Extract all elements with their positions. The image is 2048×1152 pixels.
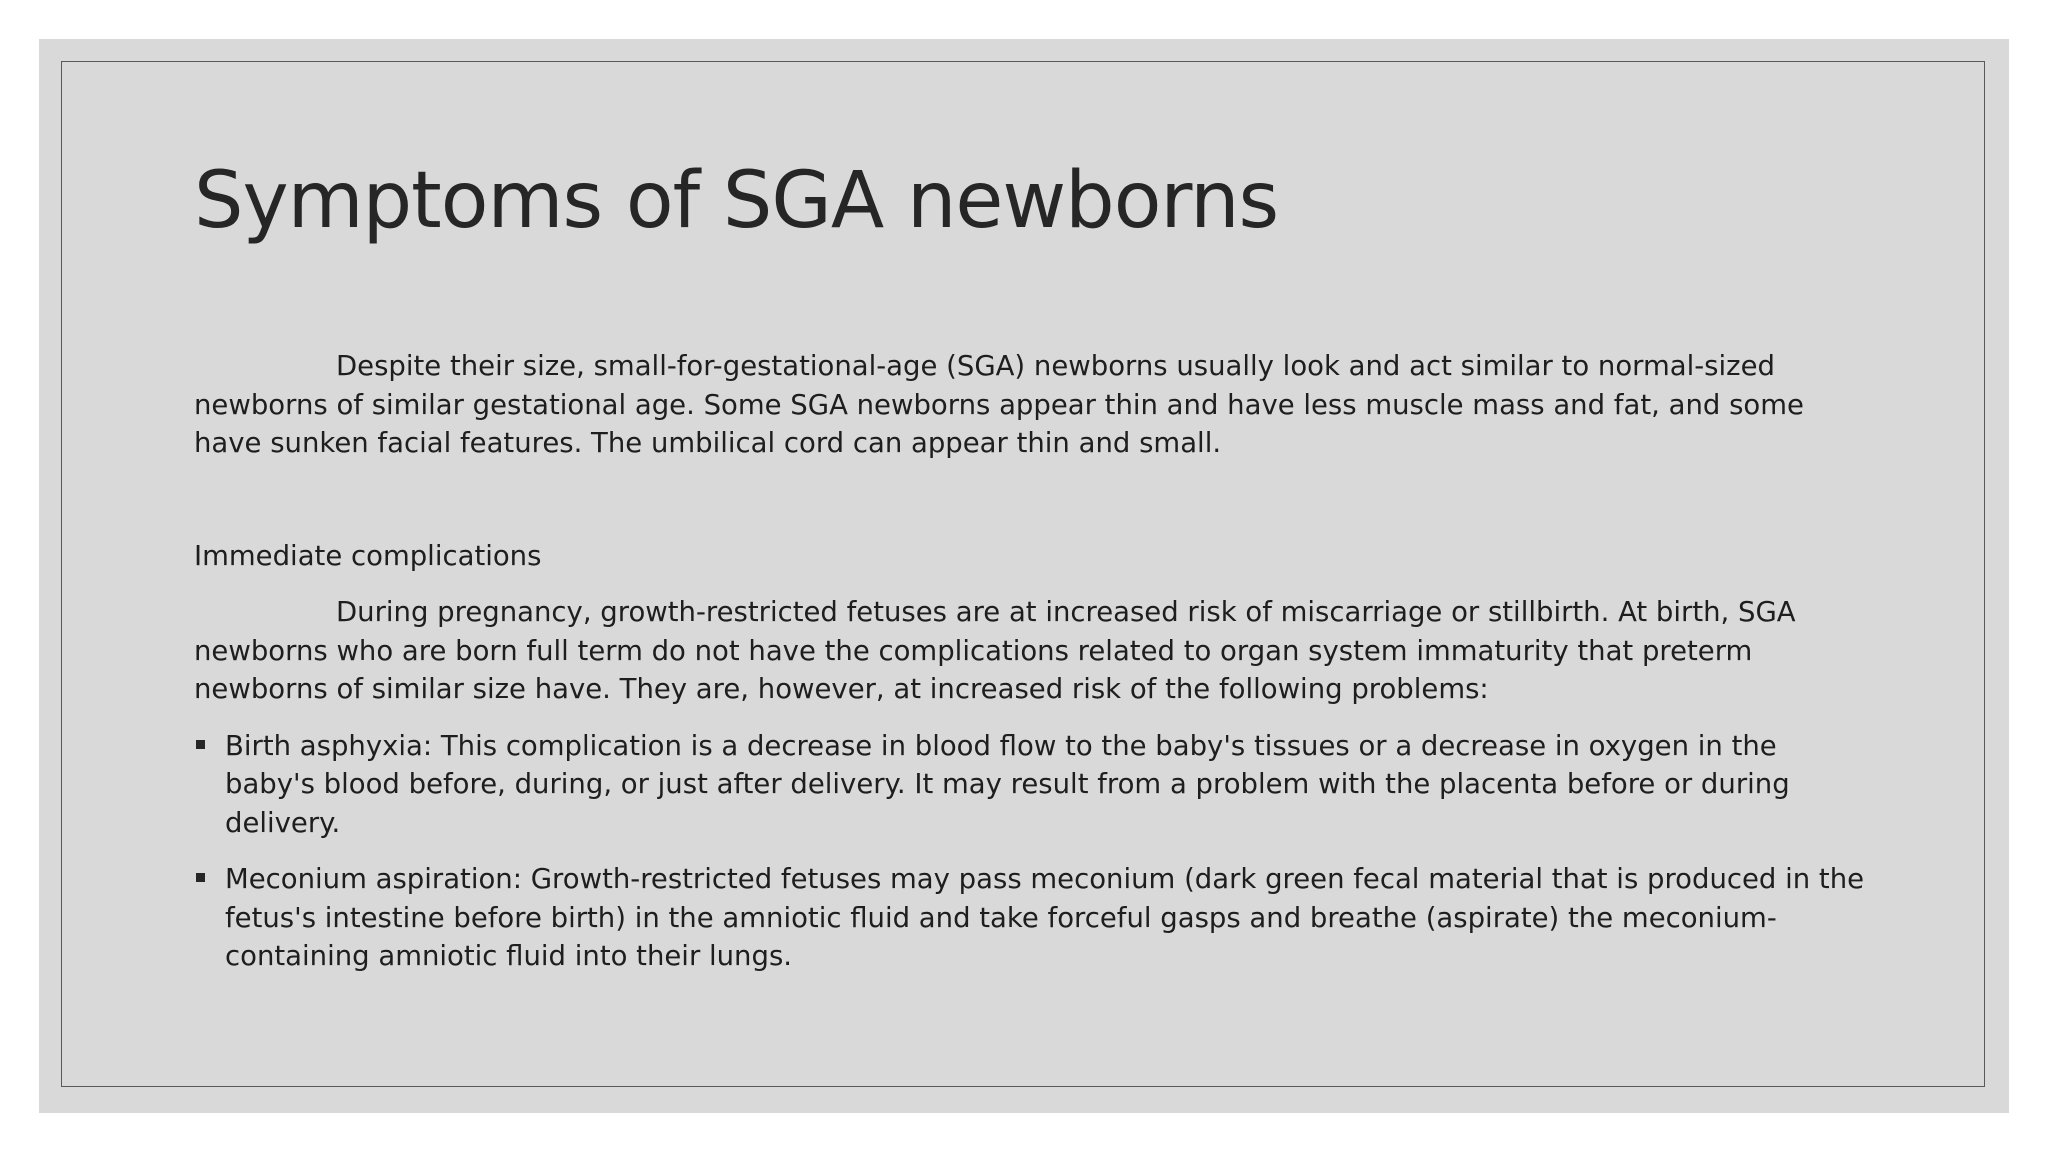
intro-paragraph: Despite their size, small-for-gestational-age (SGA) newborns usually look and act similar to normal-sized newborns of similar gestational age. Some SGA newborns appear thin and have less muscle mass and fat, and some have sunken facial features. The umbilical cord can appear thin and small. — [194, 350, 1804, 459]
complications-list — [194, 727, 1874, 976]
paragraph-gap — [194, 463, 1874, 537]
square-bullet-icon — [196, 740, 205, 749]
section-heading: Immediate complications — [194, 539, 542, 572]
slide-body — [194, 347, 1874, 994]
square-bullet-icon — [196, 873, 205, 882]
list-item-text: Meconium aspiration: Growth-restricted fetuses may pass meconium (dark green fecal material that is produced in the fetus's intestine before birth) in the amniotic fluid and take forceful gasps and breathe (aspirate) the meconium-containing amniotic fluid into their lungs. — [225, 863, 1865, 972]
slide-title: Symptoms of SGA newborns — [194, 156, 1279, 246]
slide — [39, 39, 2009, 1113]
list-item-text: Birth asphyxia: This complication is a decrease in blood flow to the baby's tissues or a decrease in oxygen in the baby's blood before, during, or just after delivery. It may result from a problem with the placenta before or during delivery. — [225, 729, 1790, 839]
list-item — [194, 860, 1874, 976]
section-paragraph: During pregnancy, growth-restricted fetuses are at increased risk of miscarriage or stillbirth. At birth, SGA newborns who are born full term do not have the complications related to organ system immaturity that preterm newborns of similar size have. They are, however, at increased risk of the following problems: — [194, 596, 1796, 705]
list-item — [194, 727, 1874, 843]
